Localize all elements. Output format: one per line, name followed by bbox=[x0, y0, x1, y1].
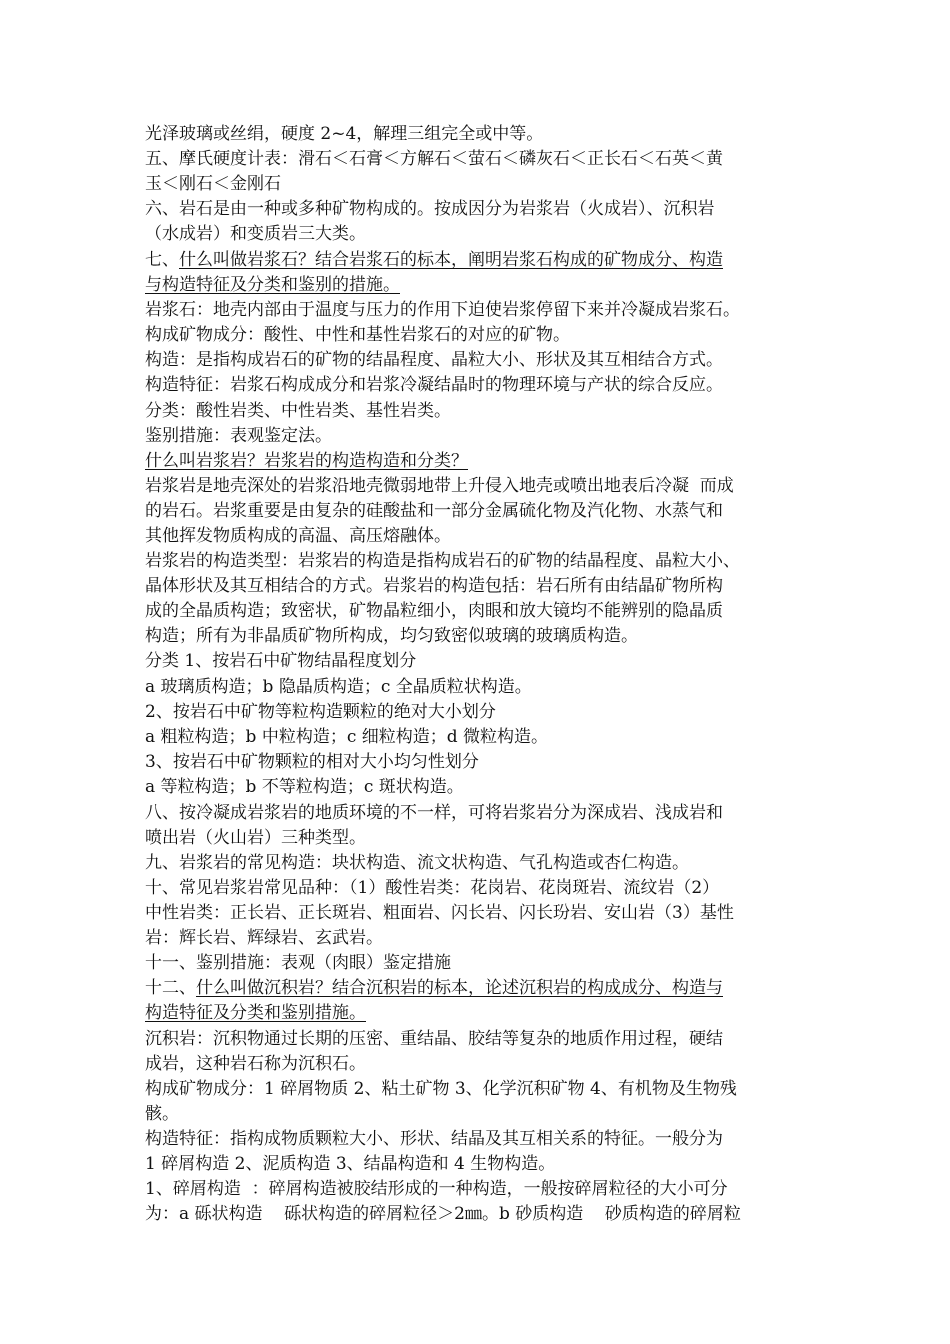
line-text: 中性岩类：正长岩、正长斑岩、粗面岩、闪长岩、闪长玢岩、安山岩（3）基性 bbox=[145, 902, 734, 923]
line-text: 鉴别措施：表观鉴定法。 bbox=[145, 425, 332, 446]
text-line bbox=[145, 574, 815, 599]
line-text: 构造；所有为非晶质矿物所构成，均匀致密似玻璃的玻璃质构造。 bbox=[145, 626, 638, 647]
text-line bbox=[145, 197, 815, 222]
line-text: 分类 1、按岩石中矿物结晶程度划分 bbox=[145, 651, 417, 672]
text-line bbox=[145, 1127, 815, 1152]
section-number: 七、 bbox=[145, 249, 179, 270]
line-text: 岩浆岩的构造类型：岩浆岩的构造是指构成岩石的矿物的结晶程度、晶粒大小、 bbox=[145, 551, 740, 572]
text-line bbox=[145, 725, 815, 750]
line-text: 岩浆岩是地壳深处的岩浆沿地壳微弱地带上升侵入地壳或喷出地表后冷凝 而成 bbox=[145, 476, 734, 497]
text-line bbox=[145, 1102, 815, 1127]
text-line bbox=[145, 298, 815, 323]
text-line bbox=[145, 1052, 815, 1077]
line-text: 十、常见岩浆岩常见品种：（1）酸性岩类：花岗岩、花岗斑岩、流纹岩（2） bbox=[145, 877, 720, 898]
text-line bbox=[145, 424, 815, 449]
text-line bbox=[145, 675, 815, 700]
underlined-question: 构造特征及分类和鉴别措施。 bbox=[145, 1003, 366, 1024]
underlined-question: 什么叫做岩浆石？结合岩浆石的标本，阐明岩浆石构成的矿物成分、构造 bbox=[179, 249, 723, 270]
text-line bbox=[145, 1027, 815, 1052]
text-line bbox=[145, 599, 815, 624]
underlined-question: 与构造特征及分类和鉴别的措施。 bbox=[145, 274, 400, 295]
text-line bbox=[145, 172, 815, 197]
text-line bbox=[145, 826, 815, 851]
text-line bbox=[145, 851, 815, 876]
line-text: a 等粒构造；b 不等粒构造；c 斑状构造。 bbox=[145, 777, 464, 798]
line-text: 岩：辉长岩、辉绿岩、玄武岩。 bbox=[145, 927, 383, 948]
text-line bbox=[145, 222, 815, 247]
line-text: 3、按岩石中矿物颗粒的相对大小均匀性划分 bbox=[145, 752, 479, 773]
document-page bbox=[145, 122, 815, 1227]
text-line bbox=[145, 1001, 815, 1026]
text-line bbox=[145, 1202, 815, 1227]
section-number: 十二、 bbox=[145, 978, 196, 999]
line-text: a 玻璃质构造；b 隐晶质构造；c 全晶质粒状构造。 bbox=[145, 676, 532, 697]
underlined-question: 什么叫做沉积岩？结合沉积岩的标本，论述沉积岩的构成成分、构造与 bbox=[196, 978, 723, 999]
line-text: 构成矿物成分：酸性、中性和基性岩浆石的对应的矿物。 bbox=[145, 324, 570, 345]
line-text: 骸。 bbox=[145, 1103, 179, 1124]
line-text: 八、按冷凝成岩浆岩的地质环境的不一样，可将岩浆岩分为深成岩、浅成岩和 bbox=[145, 802, 723, 823]
text-line bbox=[145, 122, 815, 147]
line-text: 沉积岩：沉积物通过长期的压密、重结晶、胶结等复杂的地质作用过程，硬结 bbox=[145, 1028, 723, 1049]
text-line bbox=[145, 624, 815, 649]
line-text: 玉＜刚石＜金刚石 bbox=[145, 174, 281, 195]
text-line bbox=[145, 549, 815, 574]
text-line bbox=[145, 524, 815, 549]
line-text: 光泽玻璃或丝绢，硬度 2~4，解理三组完全或中等。 bbox=[145, 124, 544, 144]
text-line bbox=[145, 1177, 815, 1202]
text-line bbox=[145, 1077, 815, 1102]
text-line bbox=[145, 976, 815, 1001]
text-line bbox=[145, 147, 815, 172]
line-text: 成的全晶质构造；致密状，矿物晶粒细小，肉眼和放大镜均不能辨别的隐晶质 bbox=[145, 601, 723, 622]
line-text: 九、岩浆岩的常见构造：块状构造、流文状构造、气孔构造或杏仁构造。 bbox=[145, 852, 689, 873]
text-line bbox=[145, 750, 815, 775]
text-line bbox=[145, 399, 815, 424]
text-line bbox=[145, 1152, 815, 1177]
line-text: 五、摩氏硬度计表：滑石＜石膏＜方解石＜萤石＜磷灰石＜正长石＜石英＜黄 bbox=[145, 149, 723, 170]
text-line bbox=[145, 273, 815, 298]
text-line bbox=[145, 649, 815, 674]
line-text: 十一、鉴别措施：表观（肉眼）鉴定措施 bbox=[145, 953, 451, 974]
text-line bbox=[145, 248, 815, 273]
line-text: 构造：是指构成岩石的矿物的结晶程度、晶粒大小、形状及其互相结合方式。 bbox=[145, 350, 723, 371]
line-text: 成岩，这种岩石称为沉积石。 bbox=[145, 1053, 366, 1074]
line-text: 的岩石。岩浆重要是由复杂的硅酸盐和一部分金属硫化物及汽化物、水蒸气和 bbox=[145, 501, 723, 522]
line-text: 喷出岩（火山岩）三种类型。 bbox=[145, 827, 366, 848]
text-line bbox=[145, 449, 815, 474]
text-line bbox=[145, 951, 815, 976]
text-line bbox=[145, 901, 815, 926]
text-line bbox=[145, 474, 815, 499]
line-text: 分类：酸性岩类、中性岩类、基性岩类。 bbox=[145, 400, 451, 421]
line-text: 为：a 砾状构造 砾状构造的碎屑粒径＞2㎜。b 砂质构造 砂质构造的碎屑粒 bbox=[145, 1204, 741, 1225]
line-text: 2、按岩石中矿物等粒构造颗粒的绝对大小划分 bbox=[145, 701, 496, 722]
line-text: a 粗粒构造；b 中粒构造；c 细粒构造；d 微粒构造。 bbox=[145, 727, 549, 747]
underlined-question: 什么叫岩浆岩？岩浆岩的构造构造和分类？ bbox=[145, 450, 468, 471]
text-line bbox=[145, 373, 815, 398]
line-text: （水成岩）和变质岩三大类。 bbox=[145, 224, 366, 245]
text-line bbox=[145, 801, 815, 826]
line-text: 1、碎屑构造 ：碎屑构造被胶结形成的一种构造，一般按碎屑粒径的大小可分 bbox=[145, 1179, 728, 1200]
line-text: 1 碎屑构造 2、泥质构造 3、结晶构造和 4 生物构造。 bbox=[145, 1153, 556, 1174]
text-line bbox=[145, 926, 815, 951]
line-text: 构造特征：指构成物质颗粒大小、形状、结晶及其互相关系的特征。一般分为 bbox=[145, 1128, 723, 1149]
line-text: 构成矿物成分：1 碎屑物质 2、粘土矿物 3、化学沉积矿物 4、有机物及生物残 bbox=[145, 1078, 737, 1099]
line-text: 构造特征：岩浆石构成成分和岩浆冷凝结晶时的物理环境与产状的综合反应。 bbox=[145, 375, 723, 396]
text-line bbox=[145, 775, 815, 800]
line-text: 岩浆石：地壳内部由于温度与压力的作用下迫使岩浆停留下来并冷凝成岩浆石。 bbox=[145, 299, 740, 320]
line-text: 其他挥发物质构成的高温、高压熔融体。 bbox=[145, 526, 451, 547]
text-line bbox=[145, 876, 815, 901]
text-line bbox=[145, 348, 815, 373]
text-line bbox=[145, 700, 815, 725]
text-line bbox=[145, 323, 815, 348]
line-text: 晶体形状及其互相结合的方式。岩浆岩的构造包括：岩石所有由结晶矿物所构 bbox=[145, 576, 723, 597]
text-line bbox=[145, 499, 815, 524]
line-text: 六、岩石是由一种或多种矿物构成的。按成因分为岩浆岩（火成岩）、沉积岩 bbox=[145, 199, 715, 220]
